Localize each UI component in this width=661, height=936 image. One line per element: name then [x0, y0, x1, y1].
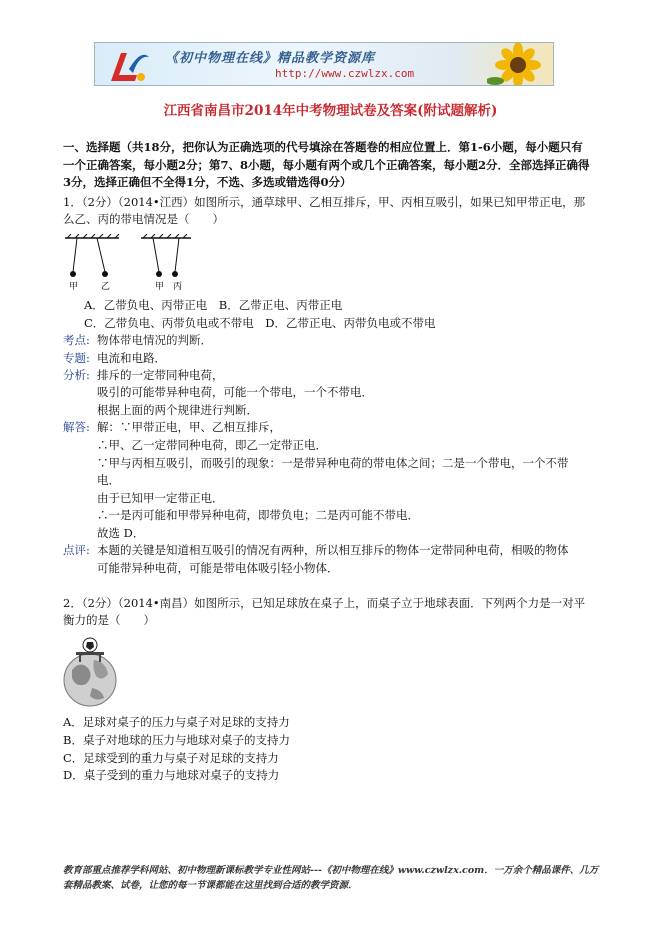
- q2-option-d: D．桌子受到的重力与地球对桌子的支持力: [63, 768, 280, 782]
- q2-figure: [62, 630, 118, 712]
- q1-dianping-line: 本题的关键是知道相互吸引的情况有两种，所以相互排斥的物体一定带同种电荷，相吸的物体: [97, 543, 569, 557]
- q1-fenxi-line: 根据上面的两个规律进行判断．: [97, 403, 258, 417]
- q1-stem-line1: 1．（2分）（2014•江西）如图所示，通草球甲、乙相互排斥，甲、丙相互吸引，如果已知甲带正电，那: [63, 195, 586, 209]
- q1-kaodian: 物体带电情况的判断．: [97, 333, 212, 347]
- q1-dianping-line: 可能带异种电荷，可能是带电体吸引轻小物体．: [97, 561, 339, 575]
- q1-fenxi-label: 分析:: [63, 368, 90, 382]
- document-title: 江西省南昌市2014年中考物理试卷及答案(附试题解析): [163, 103, 498, 119]
- q1-jieda-line: ∵甲与丙相互吸引，而吸引的现象：一是带异种电荷的带电体之间；二是一个带电，一个不带: [97, 456, 569, 470]
- pith-ball-diagram: [63, 234, 193, 292]
- section-heading: 一、选择题（共18分，把你认为正确选项的代号填涂在答题卷的相应位置上．第1-6小题，每小题只有一个正确答案，每小题2分；第7、8小题，每小题有两个或几个正确答案，每小题2分．全部选择正确得3分，选择正确但不全得1分，不选、多选或错选得0分）: [63, 140, 590, 189]
- page-footer: 教育部重点推荐学科网站、初中物理新课标教学专业性网站---《初中物理在线》www.czwlzx.com．一万余个精品课件、几万套精品教案、试卷，让您的每一节课都能在这里找到合适的教学资源．: [63, 865, 599, 891]
- q1-kaodian-label: 考点:: [63, 333, 90, 347]
- q1-zhuanti: 电流和电路．: [97, 351, 166, 365]
- fig-label-yi: 乙: [101, 282, 111, 292]
- q2-stem-line2: 衡力的是（ ）: [63, 613, 155, 627]
- q1-jieda-label: 解答:: [63, 420, 90, 434]
- sunflower-icon: [487, 43, 549, 86]
- q2-option-c: C．足球受到的重力与桌子对足球的支持力: [63, 751, 279, 765]
- banner-title: 《初中物理在线》精品教学资源库: [165, 51, 376, 66]
- q1-jieda-line: 故选 D．: [97, 526, 145, 540]
- q2-stem-line1: 2．（2分）（2014•南昌）如图所示，已知足球放在桌子上，而桌子立于地球表面．下列两个力是一对平: [63, 596, 586, 610]
- q1-jieda-line: 电．: [97, 473, 120, 487]
- q1-options-row1: A．乙带负电、丙带正电 B．乙带正电、丙带正电: [84, 298, 343, 312]
- site-logo-icon: [107, 47, 151, 85]
- q1-jieda-line: ∴甲、乙一定带同种电荷，即乙一定带正电．: [97, 438, 327, 452]
- q1-zhuanti-label: 专题:: [63, 351, 90, 365]
- q1-jieda-line: 由于已知甲一定带正电．: [97, 491, 224, 505]
- fig-label-jia-2: 甲: [155, 282, 165, 292]
- q1-jieda-line: ∴一是丙可能和甲带异种电荷，即带负电；二是丙可能不带电．: [97, 508, 419, 522]
- q1-fenxi-line: 吸引的可能带异种电荷，可能一个带电，一个不带电．: [97, 385, 373, 399]
- q1-dianping-label: 点评:: [63, 543, 90, 557]
- q1-jieda-line: 解：∵甲带正电，甲、乙相互排斥，: [97, 420, 281, 434]
- q1-fenxi-line: 排斥的一定带同种电荷，: [97, 368, 224, 382]
- football-table-earth-diagram: [62, 630, 118, 708]
- q1-figure: [63, 234, 193, 296]
- q2-option-b: B．桌子对地球的压力与地球对桌子的支持力: [63, 733, 290, 747]
- fig-label-jia: 甲: [69, 282, 79, 292]
- q1-options-row2: C．乙带负电、丙带负电或不带电 D．乙带正电、丙带负电或不带电: [84, 316, 436, 330]
- q2-option-a: A．足球对桌子的压力与桌子对足球的支持力: [63, 715, 290, 729]
- fig-label-bing: 丙: [173, 282, 183, 292]
- banner-url: http://www.czwlzx.com: [275, 67, 415, 80]
- q1-stem-line2: 么乙、丙的带电情况是（ ）: [63, 212, 224, 226]
- header-banner: [94, 42, 554, 86]
